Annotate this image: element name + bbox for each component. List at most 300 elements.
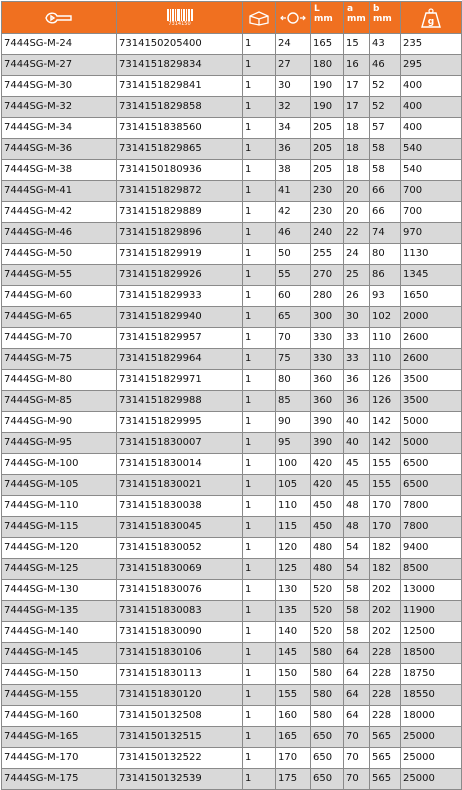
ean-code-cell: 7314151829858 bbox=[117, 97, 243, 118]
length-mm-cell: 190 bbox=[311, 76, 344, 97]
pack-quantity-cell: 1 bbox=[243, 76, 276, 97]
pack-quantity-cell: 1 bbox=[243, 454, 276, 475]
a-mm-cell: 64 bbox=[344, 664, 370, 685]
wrench-size-icon bbox=[280, 10, 306, 26]
weight-g-cell: 18750 bbox=[401, 664, 462, 685]
b-mm-cell: 155 bbox=[370, 454, 401, 475]
ean-code-cell: 7314151829872 bbox=[117, 181, 243, 202]
barcode-caption: 7314150 bbox=[168, 20, 191, 27]
header-a bbox=[344, 2, 370, 34]
size-mm-cell: 32 bbox=[276, 97, 311, 118]
length-mm-cell: 165 bbox=[311, 34, 344, 55]
weight-g-cell: 400 bbox=[401, 97, 462, 118]
wrench-icon bbox=[44, 11, 74, 25]
b-mm-cell: 58 bbox=[370, 139, 401, 160]
b-label: b bbox=[373, 4, 380, 14]
pack-quantity-cell: 1 bbox=[243, 349, 276, 370]
article-number-cell: 7444SG-M-95 bbox=[2, 433, 117, 454]
weight-g-cell: 5000 bbox=[401, 433, 462, 454]
length-mm-cell: 480 bbox=[311, 559, 344, 580]
ean-code-cell: 7314151830069 bbox=[117, 559, 243, 580]
pack-quantity-cell: 1 bbox=[243, 748, 276, 769]
a-mm-cell: 33 bbox=[344, 349, 370, 370]
article-number-cell: 7444SG-M-160 bbox=[2, 706, 117, 727]
b-mm-cell: 228 bbox=[370, 643, 401, 664]
b-mm-cell: 102 bbox=[370, 307, 401, 328]
weight-g-cell: 400 bbox=[401, 118, 462, 139]
size-mm-cell: 115 bbox=[276, 517, 311, 538]
weight-g-cell: 2600 bbox=[401, 349, 462, 370]
table-row bbox=[2, 223, 462, 244]
ean-code-cell: 7314151829933 bbox=[117, 286, 243, 307]
pack-quantity-cell: 1 bbox=[243, 286, 276, 307]
size-mm-cell: 75 bbox=[276, 349, 311, 370]
ean-code-cell: 7314151830007 bbox=[117, 433, 243, 454]
length-mm-cell: 480 bbox=[311, 538, 344, 559]
article-number-cell: 7444SG-M-130 bbox=[2, 580, 117, 601]
weight-g-cell: 1345 bbox=[401, 265, 462, 286]
header-b bbox=[370, 2, 401, 34]
table-row bbox=[2, 475, 462, 496]
length-mm-cell: 180 bbox=[311, 55, 344, 76]
length-mm-cell: 230 bbox=[311, 181, 344, 202]
table-row bbox=[2, 265, 462, 286]
weight-g-cell: 5000 bbox=[401, 412, 462, 433]
b-mm-cell: 170 bbox=[370, 496, 401, 517]
weight-g-cell: 2000 bbox=[401, 307, 462, 328]
length-mm-cell: 205 bbox=[311, 139, 344, 160]
article-number-cell: 7444SG-M-46 bbox=[2, 223, 117, 244]
header-package bbox=[243, 2, 276, 34]
b-mm-cell: 202 bbox=[370, 601, 401, 622]
ean-code-cell: 7314151829926 bbox=[117, 265, 243, 286]
b-mm-cell: 126 bbox=[370, 370, 401, 391]
weight-g-cell: 6500 bbox=[401, 475, 462, 496]
article-number-cell: 7444SG-M-27 bbox=[2, 55, 117, 76]
b-mm-cell: 126 bbox=[370, 391, 401, 412]
pack-quantity-cell: 1 bbox=[243, 97, 276, 118]
table-header-row bbox=[2, 2, 462, 34]
table-row bbox=[2, 349, 462, 370]
weight-g-cell: 235 bbox=[401, 34, 462, 55]
table-row bbox=[2, 118, 462, 139]
b-mm-cell: 74 bbox=[370, 223, 401, 244]
pack-quantity-cell: 1 bbox=[243, 643, 276, 664]
table-row bbox=[2, 643, 462, 664]
length-mm-cell: 205 bbox=[311, 160, 344, 181]
article-number-cell: 7444SG-M-24 bbox=[2, 34, 117, 55]
article-number-cell: 7444SG-M-42 bbox=[2, 202, 117, 223]
size-mm-cell: 34 bbox=[276, 118, 311, 139]
pack-quantity-cell: 1 bbox=[243, 160, 276, 181]
size-mm-cell: 135 bbox=[276, 601, 311, 622]
size-mm-cell: 150 bbox=[276, 664, 311, 685]
length-mm-cell: 280 bbox=[311, 286, 344, 307]
b-mm-cell: 182 bbox=[370, 559, 401, 580]
article-number-cell: 7444SG-M-120 bbox=[2, 538, 117, 559]
size-mm-cell: 55 bbox=[276, 265, 311, 286]
ean-code-cell: 7314151829834 bbox=[117, 55, 243, 76]
size-mm-cell: 90 bbox=[276, 412, 311, 433]
article-number-cell: 7444SG-M-60 bbox=[2, 286, 117, 307]
weight-g-cell: 3500 bbox=[401, 391, 462, 412]
table-row bbox=[2, 181, 462, 202]
length-mm-cell: 255 bbox=[311, 244, 344, 265]
length-mm-cell: 520 bbox=[311, 580, 344, 601]
length-mm-cell: 390 bbox=[311, 433, 344, 454]
ean-code-cell: 7314151829964 bbox=[117, 349, 243, 370]
article-number-cell: 7444SG-M-125 bbox=[2, 559, 117, 580]
a-mm-cell: 54 bbox=[344, 538, 370, 559]
length-label: L bbox=[314, 4, 320, 14]
pack-quantity-cell: 1 bbox=[243, 769, 276, 790]
size-mm-cell: 175 bbox=[276, 769, 311, 790]
length-mm-cell: 230 bbox=[311, 202, 344, 223]
ean-code-cell: 7314151829971 bbox=[117, 370, 243, 391]
size-mm-cell: 80 bbox=[276, 370, 311, 391]
article-number-cell: 7444SG-M-135 bbox=[2, 601, 117, 622]
ean-code-cell: 7314151830038 bbox=[117, 496, 243, 517]
pack-quantity-cell: 1 bbox=[243, 496, 276, 517]
table-row bbox=[2, 412, 462, 433]
size-mm-cell: 70 bbox=[276, 328, 311, 349]
b-mm-cell: 202 bbox=[370, 580, 401, 601]
table-row bbox=[2, 664, 462, 685]
length-mm-cell: 650 bbox=[311, 727, 344, 748]
pack-quantity-cell: 1 bbox=[243, 538, 276, 559]
length-mm-cell: 360 bbox=[311, 370, 344, 391]
table-row bbox=[2, 706, 462, 727]
pack-quantity-cell: 1 bbox=[243, 412, 276, 433]
article-number-cell: 7444SG-M-80 bbox=[2, 370, 117, 391]
weight-g-cell: 9400 bbox=[401, 538, 462, 559]
b-mm-cell: 46 bbox=[370, 55, 401, 76]
b-mm-cell: 57 bbox=[370, 118, 401, 139]
table-row bbox=[2, 160, 462, 181]
ean-code-cell: 7314151830106 bbox=[117, 643, 243, 664]
table-row bbox=[2, 454, 462, 475]
a-mm-cell: 70 bbox=[344, 748, 370, 769]
length-mm-cell: 580 bbox=[311, 643, 344, 664]
article-number-cell: 7444SG-M-75 bbox=[2, 349, 117, 370]
length-mm-cell: 580 bbox=[311, 685, 344, 706]
b-mm-cell: 110 bbox=[370, 349, 401, 370]
a-mm-cell: 45 bbox=[344, 475, 370, 496]
header-barcode bbox=[117, 2, 243, 34]
length-mm-cell: 330 bbox=[311, 349, 344, 370]
table-row bbox=[2, 685, 462, 706]
article-number-cell: 7444SG-M-105 bbox=[2, 475, 117, 496]
size-mm-cell: 95 bbox=[276, 433, 311, 454]
size-mm-cell: 38 bbox=[276, 160, 311, 181]
size-mm-cell: 160 bbox=[276, 706, 311, 727]
ean-code-cell: 7314151829940 bbox=[117, 307, 243, 328]
table-row bbox=[2, 496, 462, 517]
length-mm-cell: 580 bbox=[311, 664, 344, 685]
pack-quantity-cell: 1 bbox=[243, 328, 276, 349]
length-mm-cell: 450 bbox=[311, 517, 344, 538]
b-mm-cell: 155 bbox=[370, 475, 401, 496]
ean-code-cell: 7314151829889 bbox=[117, 202, 243, 223]
article-number-cell: 7444SG-M-65 bbox=[2, 307, 117, 328]
article-number-cell: 7444SG-M-90 bbox=[2, 412, 117, 433]
a-mm-cell: 40 bbox=[344, 412, 370, 433]
pack-quantity-cell: 1 bbox=[243, 265, 276, 286]
ean-code-cell: 7314151830014 bbox=[117, 454, 243, 475]
article-number-cell: 7444SG-M-170 bbox=[2, 748, 117, 769]
ean-code-cell: 7314151829865 bbox=[117, 139, 243, 160]
pack-quantity-cell: 1 bbox=[243, 244, 276, 265]
size-mm-cell: 110 bbox=[276, 496, 311, 517]
a-mm-cell: 20 bbox=[344, 181, 370, 202]
a-mm-cell: 70 bbox=[344, 769, 370, 790]
size-mm-cell: 130 bbox=[276, 580, 311, 601]
package-icon bbox=[248, 10, 270, 26]
article-number-cell: 7444SG-M-140 bbox=[2, 622, 117, 643]
weight-g-cell: 295 bbox=[401, 55, 462, 76]
a-mm-cell: 20 bbox=[344, 202, 370, 223]
header-wrench bbox=[2, 2, 117, 34]
table-row bbox=[2, 622, 462, 643]
length-mm-cell: 190 bbox=[311, 97, 344, 118]
size-mm-cell: 41 bbox=[276, 181, 311, 202]
size-mm-cell: 140 bbox=[276, 622, 311, 643]
length-mm-cell: 300 bbox=[311, 307, 344, 328]
ean-code-cell: 7314151829957 bbox=[117, 328, 243, 349]
ean-code-cell: 7314151829841 bbox=[117, 76, 243, 97]
pack-quantity-cell: 1 bbox=[243, 685, 276, 706]
table-row bbox=[2, 601, 462, 622]
article-number-cell: 7444SG-M-155 bbox=[2, 685, 117, 706]
a-mm-cell: 54 bbox=[344, 559, 370, 580]
size-mm-cell: 165 bbox=[276, 727, 311, 748]
a-mm-cell: 26 bbox=[344, 286, 370, 307]
weight-g-cell: 12500 bbox=[401, 622, 462, 643]
weight-g-cell: 7800 bbox=[401, 517, 462, 538]
b-mm-cell: 66 bbox=[370, 202, 401, 223]
ean-code-cell: 7314151838560 bbox=[117, 118, 243, 139]
table-row bbox=[2, 727, 462, 748]
article-number-cell: 7444SG-M-70 bbox=[2, 328, 117, 349]
b-mm-cell: 52 bbox=[370, 97, 401, 118]
article-number-cell: 7444SG-M-30 bbox=[2, 76, 117, 97]
b-mm-cell: 228 bbox=[370, 706, 401, 727]
table-row bbox=[2, 34, 462, 55]
a-mm-cell: 48 bbox=[344, 517, 370, 538]
pack-quantity-cell: 1 bbox=[243, 202, 276, 223]
table-row bbox=[2, 433, 462, 454]
pack-quantity-cell: 1 bbox=[243, 517, 276, 538]
a-mm-cell: 70 bbox=[344, 727, 370, 748]
table-row bbox=[2, 307, 462, 328]
a-mm-cell: 64 bbox=[344, 685, 370, 706]
size-mm-cell: 155 bbox=[276, 685, 311, 706]
ean-code-cell: 7314151830021 bbox=[117, 475, 243, 496]
pack-quantity-cell: 1 bbox=[243, 34, 276, 55]
pack-quantity-cell: 1 bbox=[243, 559, 276, 580]
article-number-cell: 7444SG-M-175 bbox=[2, 769, 117, 790]
pack-quantity-cell: 1 bbox=[243, 223, 276, 244]
weight-g-cell: 11900 bbox=[401, 601, 462, 622]
b-mm-cell: 182 bbox=[370, 538, 401, 559]
a-mm-cell: 18 bbox=[344, 160, 370, 181]
product-spec-table bbox=[1, 1, 462, 790]
weight-g-cell: 970 bbox=[401, 223, 462, 244]
ean-code-cell: 7314151830120 bbox=[117, 685, 243, 706]
size-mm-cell: 85 bbox=[276, 391, 311, 412]
pack-quantity-cell: 1 bbox=[243, 55, 276, 76]
length-mm-cell: 420 bbox=[311, 454, 344, 475]
ean-code-cell: 7314150132522 bbox=[117, 748, 243, 769]
size-mm-cell: 46 bbox=[276, 223, 311, 244]
size-mm-cell: 36 bbox=[276, 139, 311, 160]
size-mm-cell: 100 bbox=[276, 454, 311, 475]
table-row bbox=[2, 559, 462, 580]
pack-quantity-cell: 1 bbox=[243, 580, 276, 601]
a-mm-cell: 58 bbox=[344, 622, 370, 643]
table-row bbox=[2, 76, 462, 97]
pack-quantity-cell: 1 bbox=[243, 664, 276, 685]
b-mm-cell: 565 bbox=[370, 748, 401, 769]
a-mm-cell: 30 bbox=[344, 307, 370, 328]
table-row bbox=[2, 244, 462, 265]
weight-g-cell: 700 bbox=[401, 181, 462, 202]
length-mm-cell: 390 bbox=[311, 412, 344, 433]
size-mm-cell: 170 bbox=[276, 748, 311, 769]
length-mm-cell: 450 bbox=[311, 496, 344, 517]
ean-code-cell: 7314150132508 bbox=[117, 706, 243, 727]
pack-quantity-cell: 1 bbox=[243, 181, 276, 202]
b-mm-cell: 142 bbox=[370, 412, 401, 433]
pack-quantity-cell: 1 bbox=[243, 706, 276, 727]
article-number-cell: 7444SG-M-50 bbox=[2, 244, 117, 265]
b-mm-cell: 170 bbox=[370, 517, 401, 538]
a-mm-cell: 24 bbox=[344, 244, 370, 265]
a-unit: mm bbox=[347, 14, 366, 24]
table-row bbox=[2, 580, 462, 601]
b-mm-cell: 142 bbox=[370, 433, 401, 454]
b-mm-cell: 565 bbox=[370, 727, 401, 748]
length-mm-cell: 240 bbox=[311, 223, 344, 244]
table-row bbox=[2, 328, 462, 349]
weight-g-cell: 18000 bbox=[401, 706, 462, 727]
article-number-cell: 7444SG-M-145 bbox=[2, 643, 117, 664]
table-row bbox=[2, 370, 462, 391]
b-mm-cell: 66 bbox=[370, 181, 401, 202]
table-row bbox=[2, 55, 462, 76]
length-mm-cell: 650 bbox=[311, 769, 344, 790]
weight-g-cell: 13000 bbox=[401, 580, 462, 601]
table-row bbox=[2, 748, 462, 769]
article-number-cell: 7444SG-M-38 bbox=[2, 160, 117, 181]
pack-quantity-cell: 1 bbox=[243, 391, 276, 412]
a-mm-cell: 48 bbox=[344, 496, 370, 517]
ean-code-cell: 7314151830076 bbox=[117, 580, 243, 601]
size-mm-cell: 125 bbox=[276, 559, 311, 580]
weight-g-cell: 18500 bbox=[401, 643, 462, 664]
article-number-cell: 7444SG-M-32 bbox=[2, 97, 117, 118]
weight-g-cell: 540 bbox=[401, 160, 462, 181]
weight-g-cell: 25000 bbox=[401, 727, 462, 748]
ean-code-cell: 7314150132539 bbox=[117, 769, 243, 790]
table-row bbox=[2, 97, 462, 118]
length-mm-cell: 330 bbox=[311, 328, 344, 349]
weight-g-cell: 25000 bbox=[401, 748, 462, 769]
table-row bbox=[2, 538, 462, 559]
a-mm-cell: 17 bbox=[344, 76, 370, 97]
weight-g-cell: 2600 bbox=[401, 328, 462, 349]
article-number-cell: 7444SG-M-165 bbox=[2, 727, 117, 748]
weight-g-cell: 400 bbox=[401, 76, 462, 97]
length-mm-cell: 520 bbox=[311, 622, 344, 643]
pack-quantity-cell: 1 bbox=[243, 475, 276, 496]
ean-code-cell: 7314151830090 bbox=[117, 622, 243, 643]
size-mm-cell: 60 bbox=[276, 286, 311, 307]
size-mm-cell: 105 bbox=[276, 475, 311, 496]
size-mm-cell: 42 bbox=[276, 202, 311, 223]
pack-quantity-cell: 1 bbox=[243, 118, 276, 139]
ean-code-cell: 7314151829919 bbox=[117, 244, 243, 265]
table-row bbox=[2, 391, 462, 412]
length-mm-cell: 360 bbox=[311, 391, 344, 412]
ean-code-cell: 7314151829995 bbox=[117, 412, 243, 433]
article-number-cell: 7444SG-M-85 bbox=[2, 391, 117, 412]
pack-quantity-cell: 1 bbox=[243, 307, 276, 328]
b-mm-cell: 228 bbox=[370, 685, 401, 706]
weight-icon bbox=[420, 8, 442, 28]
article-number-cell: 7444SG-M-100 bbox=[2, 454, 117, 475]
table-row bbox=[2, 202, 462, 223]
article-number-cell: 7444SG-M-34 bbox=[2, 118, 117, 139]
weight-g-cell: 25000 bbox=[401, 769, 462, 790]
pack-quantity-cell: 1 bbox=[243, 139, 276, 160]
header-length bbox=[311, 2, 344, 34]
size-mm-cell: 65 bbox=[276, 307, 311, 328]
length-mm-cell: 650 bbox=[311, 748, 344, 769]
weight-g-cell: 1650 bbox=[401, 286, 462, 307]
weight-g-cell: 1130 bbox=[401, 244, 462, 265]
a-mm-cell: 36 bbox=[344, 370, 370, 391]
size-mm-cell: 30 bbox=[276, 76, 311, 97]
b-mm-cell: 86 bbox=[370, 265, 401, 286]
length-unit: mm bbox=[314, 14, 333, 24]
a-mm-cell: 33 bbox=[344, 328, 370, 349]
weight-g-cell: 7800 bbox=[401, 496, 462, 517]
table-body bbox=[2, 34, 462, 790]
length-mm-cell: 205 bbox=[311, 118, 344, 139]
weight-g-cell: 8500 bbox=[401, 559, 462, 580]
a-mm-cell: 40 bbox=[344, 433, 370, 454]
article-number-cell: 7444SG-M-115 bbox=[2, 517, 117, 538]
article-number-cell: 7444SG-M-41 bbox=[2, 181, 117, 202]
a-label: a bbox=[347, 4, 354, 14]
ean-code-cell: 7314151830113 bbox=[117, 664, 243, 685]
weight-g-cell: 6500 bbox=[401, 454, 462, 475]
b-mm-cell: 52 bbox=[370, 76, 401, 97]
b-mm-cell: 110 bbox=[370, 328, 401, 349]
b-mm-cell: 43 bbox=[370, 34, 401, 55]
length-mm-cell: 520 bbox=[311, 601, 344, 622]
pack-quantity-cell: 1 bbox=[243, 370, 276, 391]
a-mm-cell: 36 bbox=[344, 391, 370, 412]
weight-g-cell: 3500 bbox=[401, 370, 462, 391]
length-mm-cell: 420 bbox=[311, 475, 344, 496]
size-mm-cell: 120 bbox=[276, 538, 311, 559]
size-mm-cell: 145 bbox=[276, 643, 311, 664]
weight-label: g bbox=[427, 16, 435, 27]
a-mm-cell: 18 bbox=[344, 139, 370, 160]
barcode-icon bbox=[167, 9, 193, 21]
